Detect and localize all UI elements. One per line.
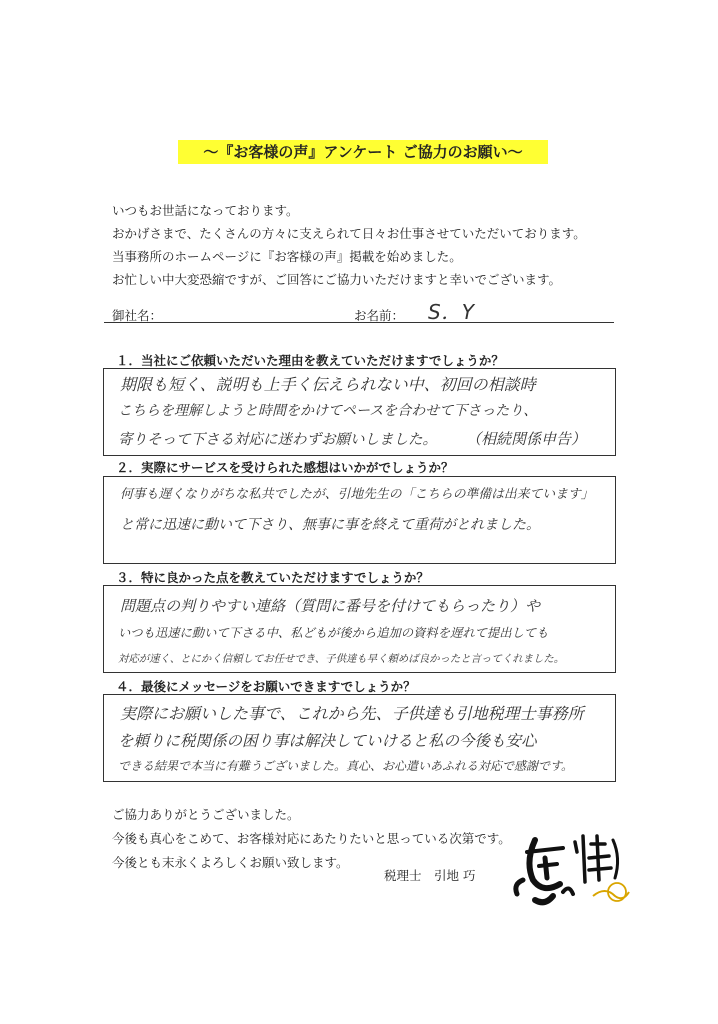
kansha-calligraphy-seal <box>505 822 635 912</box>
question-4: ４．最後にメッセージをお願いできますでしょうか？ <box>116 679 416 694</box>
answer-1-line-3: 寄りそって下さる対応に迷わずお願いしました。 <box>118 432 437 448</box>
closing-line: 今後も真心をこめて、お客様対応にあたりたいと思っている次第です。 <box>112 831 511 846</box>
intro-line: 当事務所のホームページに『お客様の声』掲載を始めました。 <box>112 249 462 264</box>
company-label: 御社名： <box>112 308 163 323</box>
closing-text <box>112 803 511 875</box>
question-3: ３．特に良かった点を教えていただけますでしょうか？ <box>116 570 429 585</box>
answer-3-line-3: 対応が速く、とにかく信頼してお任せでき、子供達も早く頼めば良かったと言ってくれました。 <box>118 653 565 665</box>
intro-line: いつもお世話になっております。 <box>112 203 299 218</box>
closing-line: 今後とも末永くよろしくお願い致します。 <box>112 855 349 870</box>
answer-3-line-2: いつも迅速に動いて下さる中、私どもが後から追加の資料を遅れて提出しても <box>118 626 549 640</box>
answer-3-line-1: 問題点の判りやすい連絡（質問に番号を付けてもらったり）や <box>120 597 541 615</box>
question-1: １．当社にご依頼いただいた理由を教えていただけますでしょうか？ <box>116 353 504 368</box>
name-label: お名前： <box>354 308 405 323</box>
answer-4-line-3: できる結果で本当に有難うございました。真心、お心遣いあふれる対応で感謝です。 <box>118 759 574 773</box>
answer-1-line-2: こちらを理解しようと時間をかけてペースを合わせて下さったり、 <box>118 403 538 419</box>
answer-1-line-1: 期限も短く、説明も上手く伝えられない中、初回の相談時 <box>120 375 536 394</box>
closing-line: ご協力ありがとうございました。 <box>112 807 300 822</box>
intro-line: お忙しい中大変恐縮ですが、ご回答にご協力いただけますと幸いでございます。 <box>112 272 562 287</box>
intro-text <box>112 199 586 291</box>
answer-2-line-2: と常に迅速に動いて下さり、無事に事を終えて重荷がとれました。 <box>120 517 540 533</box>
answer-4-line-2: を頼りに税関係の困り事は解決していけると私の今後も安心 <box>118 732 537 750</box>
name-value: S．Y <box>428 300 475 324</box>
signature: 税理士 引地 巧 <box>384 868 476 883</box>
answer-4-line-1: 実際にお願いした事で、これから先、子供達も引地税理士事務所 <box>120 704 584 723</box>
answer-1-line-4: （相続関係申告） <box>466 430 587 448</box>
intro-line: おかげさまで、たくさんの方々に支えられて日々お仕事させていただいております。 <box>112 226 586 241</box>
answer-2-line-1: 何事も遅くなりがちな私共でしたが、引地先生の「こちらの準備は出来ています」 <box>120 487 594 502</box>
name-underline <box>104 322 614 323</box>
question-2: ２．実際にサービスを受けられた感想はいかがでしょうか？ <box>116 460 454 475</box>
page-title: 〜『お客様の声』アンケート ご協力のお願い〜 <box>178 140 548 164</box>
